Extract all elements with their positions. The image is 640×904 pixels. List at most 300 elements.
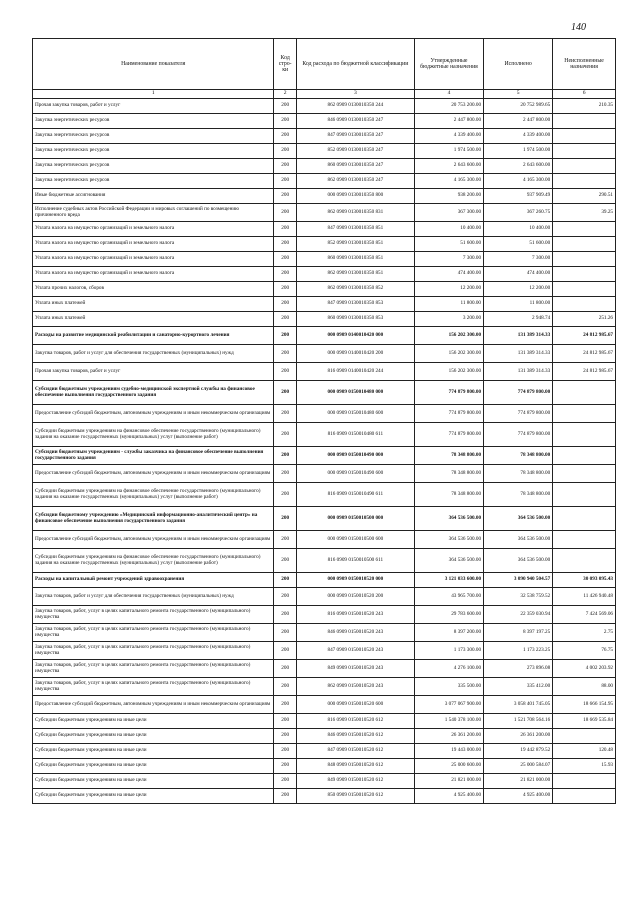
row-name: Субсидии бюджетным учреждениям на иные цели xyxy=(33,789,274,804)
row-approved: 10 400.00 xyxy=(414,222,483,237)
row-class-code: 860 0909 0130010350 853 xyxy=(296,312,414,327)
row-line-code: 200 xyxy=(274,507,296,531)
row-class-code: 816 0909 0150010500 611 xyxy=(296,549,414,573)
table-row xyxy=(33,744,616,759)
row-remaining: 39.25 xyxy=(553,204,616,222)
row-class-code: 847 0909 0130010350 247 xyxy=(296,129,414,144)
row-executed: 22 359 030.94 xyxy=(484,606,553,624)
row-class-code: 816 0909 0150010520 612 xyxy=(296,714,414,729)
row-line-code: 200 xyxy=(274,252,296,267)
row-line-code: 200 xyxy=(274,144,296,159)
table-row xyxy=(33,729,616,744)
row-remaining xyxy=(553,423,616,447)
row-class-code: 847 0909 0150010520 243 xyxy=(296,642,414,660)
row-approved: 3 077 067 900.00 xyxy=(414,696,483,714)
row-class-code: 862 0909 0130010350 851 xyxy=(296,267,414,282)
row-approved: 2 643 600.00 xyxy=(414,159,483,174)
row-name: Предоставление субсидий бюджетным, автономным учреждениям и иным некоммерческим организациям xyxy=(33,465,274,483)
row-executed: 367 260.75 xyxy=(484,204,553,222)
row-remaining xyxy=(553,774,616,789)
row-executed: 364 536 500.00 xyxy=(484,549,553,573)
row-approved: 364 536 500.00 xyxy=(414,507,483,531)
row-approved: 156 202 300.00 xyxy=(414,345,483,363)
row-approved: 20 753 200.00 xyxy=(414,99,483,114)
row-remaining xyxy=(553,531,616,549)
header-approved: Утвержденные бюджетные назначения xyxy=(414,39,483,90)
row-class-code: 862 0909 0130010350 852 xyxy=(296,282,414,297)
row-remaining: 4 002 203.92 xyxy=(553,660,616,678)
row-executed: 1 173 223.25 xyxy=(484,642,553,660)
row-remaining xyxy=(553,174,616,189)
row-name: Субсидии бюджетным учреждениям на финансовое обеспечение государственного (муниципального) задания на оказание государственных (муниципальных) услуг (выполнение работ) xyxy=(33,423,274,447)
row-executed: 8 397 197.25 xyxy=(484,624,553,642)
row-approved: 3 200.00 xyxy=(414,312,483,327)
row-remaining xyxy=(553,297,616,312)
row-approved: 78 348 800.00 xyxy=(414,483,483,507)
row-line-code: 200 xyxy=(274,465,296,483)
row-line-code: 200 xyxy=(274,282,296,297)
row-line-code: 200 xyxy=(274,345,296,363)
row-executed: 25 000 584.07 xyxy=(484,759,553,774)
row-approved: 774 879 800.00 xyxy=(414,423,483,447)
row-remaining: 18 669 535.84 xyxy=(553,714,616,729)
row-approved: 25 000 600.00 xyxy=(414,759,483,774)
row-class-code: 862 0909 0130010350 244 xyxy=(296,99,414,114)
row-executed: 364 536 500.00 xyxy=(484,531,553,549)
row-class-code: 816 0909 0140010420 244 xyxy=(296,363,414,381)
row-remaining xyxy=(553,465,616,483)
row-name: Закупка товаров, работ, услуг в целях капитального ремонта государственного (муниципального) имущества xyxy=(33,624,274,642)
row-name: Субсидии бюджетным учреждениям на иные цели xyxy=(33,774,274,789)
row-line-code: 200 xyxy=(274,447,296,465)
row-name: Расходы на капитальный ремонт учреждений здравоохранения xyxy=(33,573,274,588)
row-approved: 774 879 800.00 xyxy=(414,381,483,405)
row-class-code: 847 0909 0130010350 851 xyxy=(296,222,414,237)
row-class-code: 816 0909 0150010480 611 xyxy=(296,423,414,447)
row-class-code: 846 0909 0150010520 243 xyxy=(296,624,414,642)
row-executed: 474 400.00 xyxy=(484,267,553,282)
row-executed: 19 442 879.52 xyxy=(484,744,553,759)
header-line-code: Код стро-ки xyxy=(274,39,296,90)
table-row xyxy=(33,189,616,204)
row-approved: 51 600.00 xyxy=(414,237,483,252)
row-approved: 364 536 500.00 xyxy=(414,531,483,549)
row-name: Закупка энергетических ресурсов xyxy=(33,159,274,174)
row-approved: 26 361 200.00 xyxy=(414,729,483,744)
table-row xyxy=(33,144,616,159)
table-row xyxy=(33,297,616,312)
row-executed: 3 090 940 504.57 xyxy=(484,573,553,588)
row-remaining: 88.00 xyxy=(553,678,616,696)
row-line-code: 200 xyxy=(274,267,296,282)
row-approved: 4 276 100.00 xyxy=(414,660,483,678)
row-line-code: 200 xyxy=(274,759,296,774)
row-remaining xyxy=(553,381,616,405)
header-number: 6 xyxy=(553,90,616,99)
row-class-code: 846 0909 0150010520 612 xyxy=(296,729,414,744)
row-remaining xyxy=(553,144,616,159)
table-row xyxy=(33,447,616,465)
table-row xyxy=(33,327,616,345)
row-approved: 938 200.00 xyxy=(414,189,483,204)
row-executed: 273 896.08 xyxy=(484,660,553,678)
row-line-code: 200 xyxy=(274,660,296,678)
row-remaining xyxy=(553,282,616,297)
row-line-code: 200 xyxy=(274,405,296,423)
row-executed: 20 752 989.65 xyxy=(484,99,553,114)
table-row xyxy=(33,696,616,714)
row-name: Закупка товаров, работ, услуг в целях капитального ремонта государственного (муниципального) имущества xyxy=(33,606,274,624)
row-executed: 1 521 708 564.16 xyxy=(484,714,553,729)
row-remaining: 11 426 940.48 xyxy=(553,588,616,606)
row-approved: 3 121 033 600.00 xyxy=(414,573,483,588)
row-name: Уплата иных платежей xyxy=(33,297,274,312)
table-row xyxy=(33,174,616,189)
row-line-code: 200 xyxy=(274,174,296,189)
row-name: Субсидии бюджетным учреждениям на финансовое обеспечение государственного (муниципального) задания на оказание государственных (муниципальных) услуг (выполнение работ) xyxy=(33,549,274,573)
row-remaining: 76.75 xyxy=(553,642,616,660)
table-row xyxy=(33,204,616,222)
row-approved: 7 300.00 xyxy=(414,252,483,267)
page-number: 140 xyxy=(571,22,586,33)
row-class-code: 849 0909 0150010520 612 xyxy=(296,774,414,789)
row-line-code: 200 xyxy=(274,774,296,789)
row-line-code: 200 xyxy=(274,696,296,714)
row-executed: 2 447 800.00 xyxy=(484,114,553,129)
row-name: Прочая закупка товаров, работ и услуг xyxy=(33,363,274,381)
table-row xyxy=(33,252,616,267)
row-remaining: 15.93 xyxy=(553,759,616,774)
row-name: Уплата налога на имущество организаций и земельного налога xyxy=(33,237,274,252)
row-class-code: 816 0909 0150010520 243 xyxy=(296,606,414,624)
row-approved: 4 339 400.00 xyxy=(414,129,483,144)
row-executed: 3 058 401 745.05 xyxy=(484,696,553,714)
row-class-code: 847 0909 0130010350 853 xyxy=(296,297,414,312)
header-number: 4 xyxy=(414,90,483,99)
row-class-code: 000 0909 0140010420 200 xyxy=(296,345,414,363)
row-line-code: 200 xyxy=(274,714,296,729)
header-number: 1 xyxy=(33,90,274,99)
table-row xyxy=(33,588,616,606)
row-executed: 78 348 800.00 xyxy=(484,465,553,483)
row-class-code: 862 0909 0130010350 247 xyxy=(296,174,414,189)
row-executed: 32 538 759.52 xyxy=(484,588,553,606)
row-line-code: 200 xyxy=(274,549,296,573)
row-name: Субсидии бюджетным учреждениям на иные цели xyxy=(33,714,274,729)
row-executed: 364 536 500.00 xyxy=(484,507,553,531)
table-row xyxy=(33,405,616,423)
row-remaining: 24 812 985.67 xyxy=(553,345,616,363)
row-class-code: 850 0909 0150010520 612 xyxy=(296,789,414,804)
row-approved: 8 397 200.00 xyxy=(414,624,483,642)
row-executed: 774 879 800.00 xyxy=(484,381,553,405)
table-row xyxy=(33,159,616,174)
row-line-code: 200 xyxy=(274,588,296,606)
row-line-code: 200 xyxy=(274,624,296,642)
row-class-code: 000 0909 0150010500 600 xyxy=(296,531,414,549)
row-executed: 11 800.00 xyxy=(484,297,553,312)
row-line-code: 200 xyxy=(274,363,296,381)
table-row xyxy=(33,114,616,129)
table-row xyxy=(33,423,616,447)
row-remaining: 290.51 xyxy=(553,189,616,204)
budget-execution-table xyxy=(32,38,616,804)
row-class-code: 000 0909 0150010480 600 xyxy=(296,405,414,423)
row-class-code: 000 0909 0130010350 800 xyxy=(296,189,414,204)
row-name: Уплата налога на имущество организаций и земельного налога xyxy=(33,252,274,267)
row-executed: 78 348 800.00 xyxy=(484,447,553,465)
row-remaining xyxy=(553,549,616,573)
row-name: Субсидии бюджетным учреждениям на финансовое обеспечение государственного (муниципального) задания на оказание государственных (муниципальных) услуг (выполнение работ) xyxy=(33,483,274,507)
row-remaining xyxy=(553,159,616,174)
header-number: 5 xyxy=(484,90,553,99)
row-executed: 12 200.00 xyxy=(484,282,553,297)
row-remaining: 18 666 154.95 xyxy=(553,696,616,714)
header-remaining: Неисполненные назначения xyxy=(553,39,616,90)
header-class-code: Код расхода по бюджетной классификации xyxy=(296,39,414,90)
row-line-code: 200 xyxy=(274,297,296,312)
row-executed: 1 974 500.00 xyxy=(484,144,553,159)
table-row xyxy=(33,531,616,549)
table-body xyxy=(33,99,616,804)
row-line-code: 200 xyxy=(274,744,296,759)
row-name: Уплата налога на имущество организаций и земельного налога xyxy=(33,267,274,282)
table-row xyxy=(33,606,616,624)
table-row xyxy=(33,759,616,774)
row-class-code: 000 0909 0150010520 000 xyxy=(296,573,414,588)
row-remaining xyxy=(553,447,616,465)
row-name: Субсидии бюджетным учреждениям - службы заказчика на финансовое обеспечение выполнения государственного задания xyxy=(33,447,274,465)
row-line-code: 200 xyxy=(274,327,296,345)
row-name: Прочая закупка товаров, работ и услуг xyxy=(33,99,274,114)
table-row xyxy=(33,714,616,729)
row-approved: 78 348 800.00 xyxy=(414,447,483,465)
row-class-code: 000 0909 0140010420 000 xyxy=(296,327,414,345)
row-approved: 78 348 800.00 xyxy=(414,465,483,483)
row-executed: 4 165 300.00 xyxy=(484,174,553,189)
row-class-code: 847 0909 0150010520 612 xyxy=(296,744,414,759)
row-name: Закупка энергетических ресурсов xyxy=(33,114,274,129)
row-approved: 29 783 600.00 xyxy=(414,606,483,624)
header-executed: Исполнено xyxy=(484,39,553,90)
row-class-code: 000 0909 0150010520 600 xyxy=(296,696,414,714)
row-name: Исполнение судебных актов Российской Федерации и мировых соглашений по возмещению причиненного вреда xyxy=(33,204,274,222)
row-approved: 474 400.00 xyxy=(414,267,483,282)
row-approved: 2 447 800.00 xyxy=(414,114,483,129)
table-row xyxy=(33,237,616,252)
row-name: Субсидии бюджетным учреждениям на иные цели xyxy=(33,759,274,774)
row-name: Закупка энергетических ресурсов xyxy=(33,174,274,189)
row-name: Предоставление субсидий бюджетным, автономным учреждениям и иным некоммерческим организациям xyxy=(33,696,274,714)
row-name: Расходы на развитие медицинской реабилитации и санаторно-курортного лечения xyxy=(33,327,274,345)
row-name: Уплата иных платежей xyxy=(33,312,274,327)
row-name: Предоставление субсидий бюджетным, автономным учреждениям и иным некоммерческим организациям xyxy=(33,531,274,549)
row-approved: 1 974 500.00 xyxy=(414,144,483,159)
row-executed: 51 600.00 xyxy=(484,237,553,252)
table-row xyxy=(33,507,616,531)
row-remaining xyxy=(553,222,616,237)
row-remaining xyxy=(553,507,616,531)
row-name: Закупка энергетических ресурсов xyxy=(33,144,274,159)
row-class-code: 000 0909 0150010520 200 xyxy=(296,588,414,606)
table-row xyxy=(33,282,616,297)
row-remaining xyxy=(553,252,616,267)
row-executed: 131 389 314.33 xyxy=(484,345,553,363)
row-name: Предоставление субсидий бюджетным, автономным учреждениям и иным некоммерческим организациям xyxy=(33,405,274,423)
row-remaining: 2.75 xyxy=(553,624,616,642)
row-executed: 774 879 800.00 xyxy=(484,405,553,423)
row-line-code: 200 xyxy=(274,789,296,804)
table-row xyxy=(33,642,616,660)
row-executed: 2 643 600.00 xyxy=(484,159,553,174)
row-approved: 12 200.00 xyxy=(414,282,483,297)
row-class-code: 860 0909 0130010350 247 xyxy=(296,159,414,174)
table-row xyxy=(33,660,616,678)
row-executed: 2 948.74 xyxy=(484,312,553,327)
row-approved: 4 925 400.00 xyxy=(414,789,483,804)
table-row xyxy=(33,789,616,804)
row-class-code: 852 0909 0130010350 851 xyxy=(296,237,414,252)
row-remaining: 24 812 985.67 xyxy=(553,363,616,381)
row-executed: 774 879 800.00 xyxy=(484,423,553,447)
row-remaining xyxy=(553,405,616,423)
table-row xyxy=(33,345,616,363)
table-header xyxy=(33,39,616,99)
header-number: 3 xyxy=(296,90,414,99)
row-class-code: 849 0909 0150010520 243 xyxy=(296,660,414,678)
row-remaining xyxy=(553,237,616,252)
row-line-code: 200 xyxy=(274,606,296,624)
row-name: Уплата налога на имущество организаций и земельного налога xyxy=(33,222,274,237)
row-line-code: 200 xyxy=(274,237,296,252)
row-name: Закупка товаров, работ, услуг в целях капитального ремонта государственного (муниципального) имущества xyxy=(33,678,274,696)
row-approved: 335 500.00 xyxy=(414,678,483,696)
row-approved: 156 202 300.00 xyxy=(414,363,483,381)
row-line-code: 200 xyxy=(274,678,296,696)
row-line-code: 200 xyxy=(274,312,296,327)
row-name: Субсидии бюджетным учреждениям на иные цели xyxy=(33,729,274,744)
row-name: Закупка товаров, работ, услуг в целях капитального ремонта государственного (муниципального) имущества xyxy=(33,660,274,678)
row-class-code: 852 0909 0130010350 247 xyxy=(296,144,414,159)
row-line-code: 200 xyxy=(274,642,296,660)
row-name: Закупка товаров, работ и услуг для обеспечения государственных (муниципальных) нужд xyxy=(33,588,274,606)
row-line-code: 200 xyxy=(274,729,296,744)
table-row xyxy=(33,465,616,483)
row-line-code: 200 xyxy=(274,381,296,405)
table-row xyxy=(33,774,616,789)
table-row xyxy=(33,549,616,573)
table-row xyxy=(33,129,616,144)
row-remaining xyxy=(553,129,616,144)
row-class-code: 860 0909 0130010350 851 xyxy=(296,252,414,267)
table-row xyxy=(33,267,616,282)
row-remaining xyxy=(553,114,616,129)
row-remaining xyxy=(553,789,616,804)
table-row xyxy=(33,483,616,507)
row-class-code: 846 0909 0130010350 247 xyxy=(296,114,414,129)
row-executed: 4 925 400.00 xyxy=(484,789,553,804)
table-row xyxy=(33,624,616,642)
row-approved: 4 165 300.00 xyxy=(414,174,483,189)
row-executed: 26 361 200.00 xyxy=(484,729,553,744)
row-approved: 367 300.00 xyxy=(414,204,483,222)
row-line-code: 200 xyxy=(274,129,296,144)
row-name: Уплата прочих налогов, сборов xyxy=(33,282,274,297)
row-remaining: 251.26 xyxy=(553,312,616,327)
table-row xyxy=(33,573,616,588)
row-class-code: 862 0909 0150010520 243 xyxy=(296,678,414,696)
row-executed: 78 348 800.00 xyxy=(484,483,553,507)
row-name: Закупка товаров, работ и услуг для обеспечения государственных (муниципальных) нужд xyxy=(33,345,274,363)
table-row xyxy=(33,363,616,381)
row-approved: 364 536 500.00 xyxy=(414,549,483,573)
table-row xyxy=(33,381,616,405)
row-line-code: 200 xyxy=(274,159,296,174)
row-line-code: 200 xyxy=(274,573,296,588)
row-executed: 937 909.49 xyxy=(484,189,553,204)
row-line-code: 200 xyxy=(274,483,296,507)
row-class-code: 000 0909 0150010480 000 xyxy=(296,381,414,405)
row-remaining: 210.35 xyxy=(553,99,616,114)
row-line-code: 200 xyxy=(274,423,296,447)
row-executed: 4 339 400.00 xyxy=(484,129,553,144)
row-line-code: 200 xyxy=(274,204,296,222)
row-class-code: 000 0909 0150010500 000 xyxy=(296,507,414,531)
row-line-code: 200 xyxy=(274,189,296,204)
row-executed: 131 389 314.33 xyxy=(484,363,553,381)
header-number: 2 xyxy=(274,90,296,99)
row-approved: 1 173 300.00 xyxy=(414,642,483,660)
header-name: Наименование показателя xyxy=(33,39,274,90)
row-name: Субсидии бюджетным учреждениям судебно-медицинской экспертной службы на финансовое обеспечение выполнения государственного задания xyxy=(33,381,274,405)
row-class-code: 862 0909 0130010350 831 xyxy=(296,204,414,222)
row-remaining xyxy=(553,267,616,282)
row-approved: 21 821 000.00 xyxy=(414,774,483,789)
row-line-code: 200 xyxy=(274,531,296,549)
row-name: Субсидии бюджетному учреждению «Медицинский информационно-аналитический центр» на финансовое обеспечение выполнения государственного задания xyxy=(33,507,274,531)
row-approved: 11 800.00 xyxy=(414,297,483,312)
row-name: Иные бюджетные ассигнования xyxy=(33,189,274,204)
row-remaining: 30 093 095.43 xyxy=(553,573,616,588)
row-executed: 131 389 314.33 xyxy=(484,327,553,345)
row-remaining xyxy=(553,729,616,744)
row-remaining xyxy=(553,483,616,507)
row-class-code: 848 0909 0150010520 612 xyxy=(296,759,414,774)
table-row xyxy=(33,312,616,327)
row-line-code: 200 xyxy=(274,114,296,129)
table-row xyxy=(33,222,616,237)
row-name: Закупка товаров, работ, услуг в целях капитального ремонта государственного (муниципального) имущества xyxy=(33,642,274,660)
row-name: Закупка энергетических ресурсов xyxy=(33,129,274,144)
row-approved: 774 879 800.00 xyxy=(414,405,483,423)
row-executed: 335 412.00 xyxy=(484,678,553,696)
row-executed: 7 300.00 xyxy=(484,252,553,267)
row-class-code: 000 0909 0150010490 600 xyxy=(296,465,414,483)
row-name: Субсидии бюджетным учреждениям на иные цели xyxy=(33,744,274,759)
table-row xyxy=(33,678,616,696)
row-remaining: 24 812 985.67 xyxy=(553,327,616,345)
row-approved: 1 540 378 100.00 xyxy=(414,714,483,729)
row-class-code: 816 0909 0150010490 611 xyxy=(296,483,414,507)
row-class-code: 000 0909 0150010490 000 xyxy=(296,447,414,465)
row-approved: 43 965 700.00 xyxy=(414,588,483,606)
row-executed: 21 821 000.00 xyxy=(484,774,553,789)
row-approved: 156 202 300.00 xyxy=(414,327,483,345)
table-row xyxy=(33,99,616,114)
row-line-code: 200 xyxy=(274,99,296,114)
row-line-code: 200 xyxy=(274,222,296,237)
row-remaining: 7 424 569.06 xyxy=(553,606,616,624)
